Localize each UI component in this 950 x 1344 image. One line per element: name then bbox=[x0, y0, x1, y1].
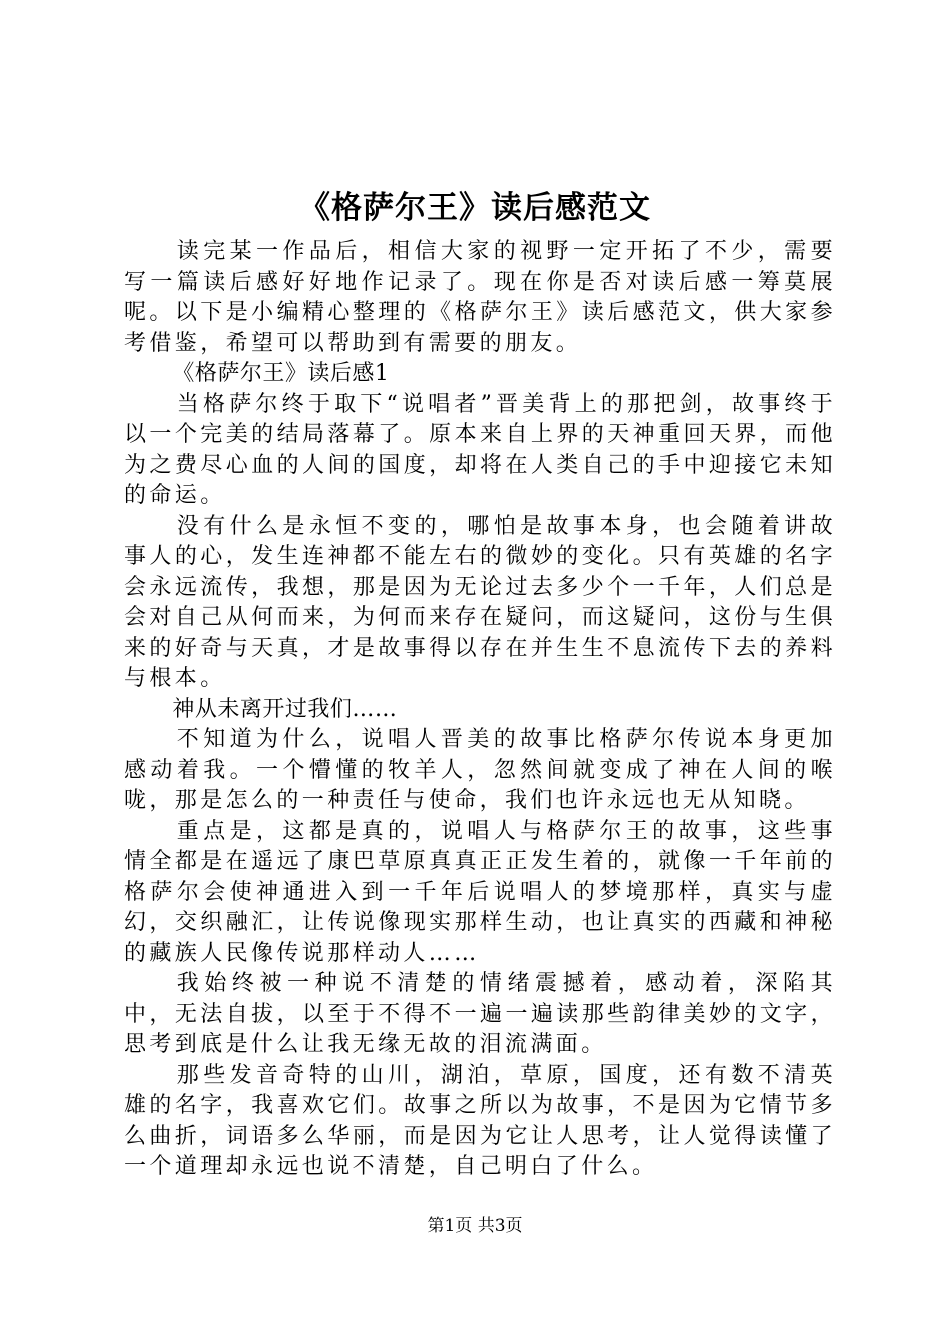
page-footer: 第1页 共3页 bbox=[427, 1216, 523, 1236]
body-paragraph: 当格萨尔终于取下“说唱者”晋美背上的那把剑，故事终于以一个完美的结局落幕了。原本来自上界的天神重回天界，而他为之费尽心血的人间的国度，却将在人类自己的手中迎接它未知的命运。 bbox=[124, 391, 836, 508]
body-paragraph: 重点是，这都是真的，说唱人与格萨尔王的故事，这些事情全都是在遥远了康巴草原真真正正发生着的，就像一千年前的格萨尔会使神通进入到一千年后说唱人的梦境那样，真实与虚幻，交织融汇，让传说像现实那样生动，也让真实的西藏和神秘的藏族人民像传说那样动人…… bbox=[124, 818, 836, 966]
body-paragraph: 那些发音奇特的山川，湖泊，草原，国度，还有数不清英雄的名字，我喜欢它们。故事之所以为故事，不是因为它情节多么曲折，词语多么华丽，而是因为它让人思考，让人觉得读懂了一个道理却永远也说不清楚，自己明白了什么。 bbox=[124, 1062, 836, 1179]
document-title: 《格萨尔王》读后感范文 bbox=[299, 190, 651, 226]
intro-paragraph: 读完某一作品后，相信大家的视野一定开拓了不少，需要写一篇读后感好好地作记录了。现在你是否对读后感一筹莫展呢。以下是小编精心整理的《格萨尔王》读后感范文，供大家参考借鉴，希望可以帮助到有需要的朋友。 bbox=[124, 239, 836, 356]
body-paragraph: 我始终被一种说不清楚的情绪震撼着，感动着，深陷其中，无法自拔，以至于不得不一遍一遍读那些韵律美妙的文字，思考到底是什么让我无缘无故的泪流满面。 bbox=[124, 971, 836, 1057]
body-paragraph: 没有什么是永恒不变的，哪怕是故事本身，也会随着讲故事人的心，发生连神都不能左右的微妙的变化。只有英雄的名字会永远流传，我想，那是因为无论过去多少个一千年，人们总是会对自己从何而来，为何而来存在疑问，而这疑问，这份与生俱来的好奇与天真，才是故事得以存在并生生不息流传下去的养料与根本。 bbox=[124, 513, 836, 691]
document-body bbox=[124, 237, 836, 1183]
body-paragraph: 神从未离开过我们…… bbox=[172, 696, 398, 722]
section-heading: 《格萨尔王》读后感1 bbox=[172, 361, 390, 386]
body-paragraph: 不知道为什么，说唱人晋美的故事比格萨尔传说本身更加感动着我。一个懵懂的牧羊人，忽然间就变成了神在人间的喉咙，那是怎么的一种责任与使命，我们也许永远也无从知晓。 bbox=[124, 727, 836, 813]
